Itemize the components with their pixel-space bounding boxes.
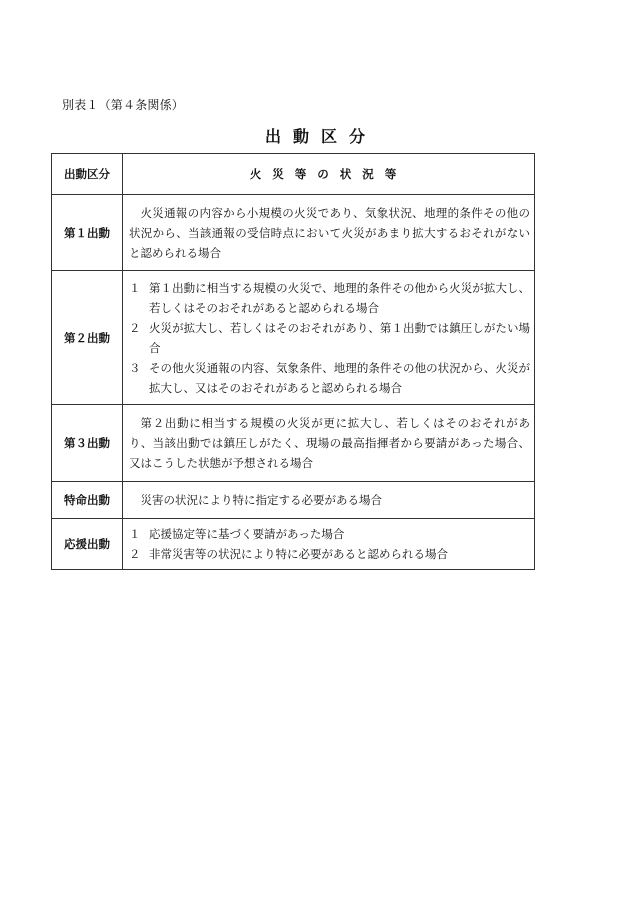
table-header-row (52, 154, 535, 195)
list-item (129, 358, 530, 398)
list-item (129, 278, 530, 318)
page-title: 出動区分 (264, 127, 377, 146)
row-description (123, 195, 535, 271)
item-number: ２ (129, 547, 141, 561)
row-label: 第１出動 (52, 195, 123, 271)
row-label: 特命出動 (52, 482, 123, 519)
item-text: 第１出動に相当する規模の火災で、地理的条件その他から火災が拡大し、若しくはそのおそれがあると認められる場合 (149, 280, 530, 315)
item-number: １ (129, 527, 141, 541)
item-number: １ (129, 280, 141, 295)
item-number: ２ (129, 320, 141, 335)
row-description (123, 482, 535, 519)
column-header-category: 出動区分 (52, 154, 123, 195)
description-text: 災害の状況により特に指定する必要がある場合 (140, 493, 382, 507)
description-text: 第２出動に相当する規模の火災が更に拡大し、若しくはそのおそれがあり、当該出動では鎮圧しがたく、現場の最高指揮者から要請があった場合、又はこうした状態が予想される場合 (129, 416, 530, 470)
list-item (129, 318, 530, 358)
row-description (123, 519, 535, 570)
row-label: 応援出動 (52, 519, 123, 570)
table-row (52, 519, 535, 570)
item-number: ３ (129, 360, 141, 375)
item-text: 非常災害等の状況により特に必要があると認められる場合 (149, 547, 448, 561)
item-text: 火災が拡大し、若しくはそのおそれがあり、第１出動では鎮圧しがたい場合 (149, 320, 530, 355)
table-reference: 別表１（第４条関係） (62, 98, 185, 112)
item-text: その他火災通報の内容、気象条件、地理的条件その他の状況から、火災が拡大し、又はそのおそれがあると認められる場合 (149, 360, 530, 395)
row-description (123, 405, 535, 482)
row-label: 第３出動 (52, 405, 123, 482)
item-text: 応援協定等に基づく要請があった場合 (149, 527, 345, 541)
list-item (129, 524, 530, 544)
table-row (52, 195, 535, 271)
dispatch-category-table (51, 153, 535, 570)
table-row (52, 405, 535, 482)
table-row (52, 271, 535, 405)
table-row (52, 482, 535, 519)
description-text: 火災通報の内容から小規模の火災であり、気象状況、地理的条件その他の状況から、当該通報の受信時点において火災があまり拡大するおそれがないと認められる場合 (129, 205, 530, 260)
column-header-situation: 火災等の状況等 (123, 154, 535, 195)
row-label: 第２出動 (52, 271, 123, 405)
list-item (129, 544, 530, 564)
row-description (123, 271, 535, 405)
